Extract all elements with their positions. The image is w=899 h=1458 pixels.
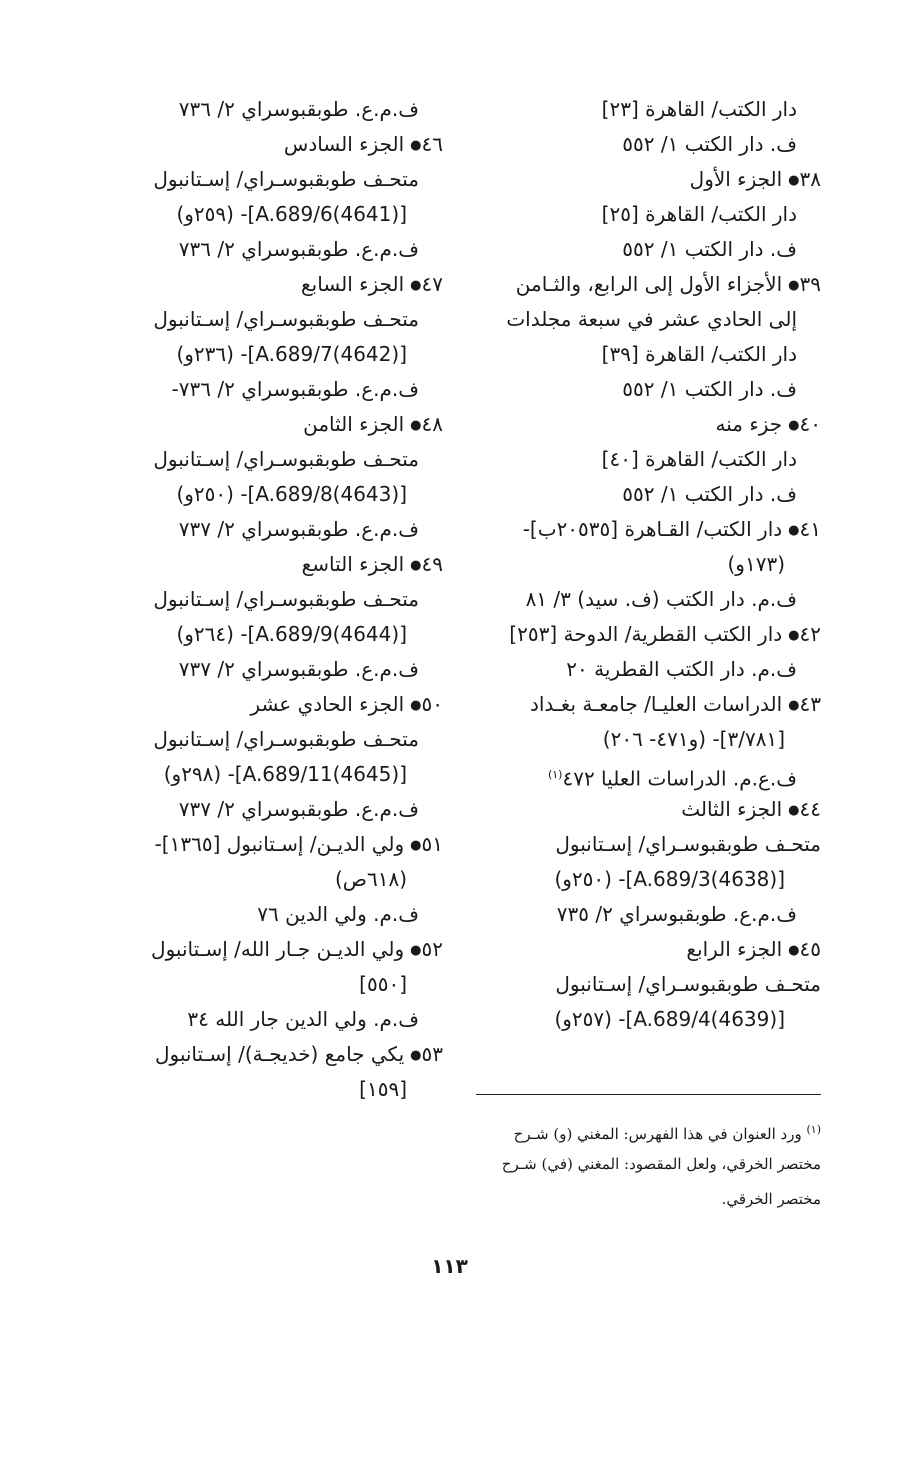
entry-text: الجزء الأول — [689, 167, 783, 191]
entry-text: [٣/٧٨١]- (و٤٧١- ٢٠٦) — [602, 727, 785, 751]
entry-number: ٤٤ — [799, 797, 821, 821]
entry-text: الجزء الثالث — [681, 797, 783, 821]
entry-text: ف. دار الكتب ١/ ٥٥٢ — [622, 132, 797, 156]
footnote-marker: (١) — [806, 1123, 821, 1136]
bullet-icon: ● — [410, 418, 422, 433]
entry-line — [95, 372, 443, 407]
entry-text: متحـف طوبقبوسـراي/ إسـتانبول — [555, 832, 821, 856]
entry-text: الجزء الحادي عشر — [250, 692, 405, 716]
entry-text: الأجزاء الأول إلى الرابع، والثـامن — [515, 272, 783, 296]
entry-text: ف.م. دار الكتب القطرية ٢٠ — [566, 657, 797, 681]
entry-line — [95, 442, 443, 477]
entry-text: [(4643)A.689/8]- (٢٥٠و) — [176, 482, 407, 506]
entry-text: [(4642)A.689/7]- (٢٣٦و) — [176, 342, 407, 366]
entry-heading — [486, 617, 821, 652]
entry-number: ٤٣ — [799, 692, 821, 716]
entry-text: ف.م. ولي الدين ٧٦ — [257, 902, 419, 926]
entry-text: ف.ع.م. الدراسات العليا ٤٧٢ — [562, 766, 797, 791]
entry-text: متحـف طوبقبوسـراي/ إسـتانبول — [153, 307, 419, 331]
entry-number: ٤٢ — [799, 622, 821, 646]
bullet-icon: ● — [788, 803, 800, 818]
bullet-icon: ● — [788, 418, 800, 433]
entry-text: ف.م.ع. طوبقبوسراي ٢/ ٧٣٥ — [556, 902, 797, 926]
entry-number: ٤٦ — [421, 132, 443, 156]
entry-line — [95, 92, 443, 127]
entry-line — [486, 127, 821, 162]
entry-text: ف.م.ع. طوبقبوسراي ٢/ ٧٣٦ — [178, 97, 419, 121]
entry-line — [486, 547, 821, 582]
entry-line — [486, 92, 821, 127]
entry-text: ف. دار الكتب ١/ ٥٥٢ — [622, 237, 797, 261]
entry-text: جزء منه — [715, 412, 783, 436]
entry-text: [٥٥٠] — [359, 972, 407, 996]
bullet-icon: ● — [410, 698, 422, 713]
entry-text: ف.م.ع. طوبقبوسراي ٢/ ٧٣٧ — [178, 797, 419, 821]
entry-line — [486, 302, 821, 337]
entry-number: ٥٢ — [421, 937, 443, 961]
bullet-icon: ● — [410, 1048, 422, 1063]
entry-line — [95, 652, 443, 687]
footnote-line: $^{(١)}$ ورد العنوان في هذا الفهرس: المغني (و) شـرح — [513, 1123, 821, 1143]
footnote-reference: (١) — [547, 768, 563, 781]
entry-line — [95, 582, 443, 617]
entry-line — [95, 337, 443, 372]
footnote-separator — [476, 1094, 821, 1095]
entry-number: ٥٠ — [421, 692, 443, 716]
bullet-icon: ● — [788, 278, 800, 293]
bullet-icon: ● — [788, 173, 800, 188]
entry-line — [95, 232, 443, 267]
entry-text: الجزء الثامن — [303, 412, 405, 436]
page-number: ١١٣ — [431, 1254, 468, 1278]
entry-text: [(4639)A.689/4]- (٢٥٧و) — [554, 1007, 785, 1031]
bullet-icon: ● — [788, 628, 800, 643]
entry-heading — [486, 162, 821, 197]
entry-text: [(4645)A.689/11]- (٢٩٨و) — [163, 762, 407, 786]
entry-text: [١٥٩] — [359, 1077, 407, 1101]
bullet-icon: ● — [410, 278, 422, 293]
entry-text: ولي الديـن جـار الله/ إسـتانبول — [151, 937, 405, 961]
entry-line — [486, 897, 821, 932]
entry-heading — [95, 932, 443, 967]
entry-line — [95, 617, 443, 652]
entry-line — [486, 442, 821, 477]
entry-line — [486, 232, 821, 267]
entry-heading — [95, 127, 443, 162]
entry-line — [486, 1002, 821, 1037]
entry-line — [486, 197, 821, 232]
entry-text: متحـف طوبقبوسـراي/ إسـتانبول — [153, 167, 419, 191]
entry-text: ف.م.ع. طوبقبوسراي ٢/ ٧٣٦- — [171, 377, 419, 401]
entry-line — [95, 862, 443, 897]
entry-text: دار الكتب/ القاهرة [٢٥] — [601, 202, 797, 226]
entry-line — [486, 967, 821, 1002]
entry-number: ٤٧ — [421, 272, 443, 296]
bullet-icon: ● — [788, 698, 800, 713]
entry-heading — [95, 1037, 443, 1072]
bullet-icon: ● — [410, 138, 422, 153]
entry-line — [95, 757, 443, 792]
entry-line — [95, 1002, 443, 1037]
entry-heading — [486, 407, 821, 442]
entry-line — [95, 302, 443, 337]
entry-text: دار الكتب القطرية/ الدوحة [٢٥٣] — [509, 622, 783, 646]
entry-line — [95, 967, 443, 1002]
entry-number: ٤١ — [799, 517, 821, 541]
entry-line — [95, 722, 443, 757]
entry-text: [(4638)A.689/3]- (٢٥٠و) — [554, 867, 785, 891]
entry-text: يكي جامع (خديجـة)/ إسـتانبول — [154, 1042, 405, 1066]
entry-text: الجزء السابع — [301, 272, 405, 296]
entry-text: [(4644)A.689/9]- (٢٦٤و) — [176, 622, 407, 646]
entry-heading — [95, 267, 443, 302]
bullet-icon: ● — [788, 523, 800, 538]
footnotes — [486, 1112, 821, 1217]
entry-text: [(4641)A.689/6]- (٢٥٩و) — [176, 202, 407, 226]
bullet-icon: ● — [410, 943, 422, 958]
entry-heading — [95, 407, 443, 442]
bullet-icon: ● — [410, 838, 422, 853]
entry-heading — [486, 267, 821, 302]
entry-line — [486, 582, 821, 617]
right-column — [486, 92, 821, 1037]
entry-heading — [95, 827, 443, 862]
entry-line — [486, 652, 821, 687]
entry-line — [486, 827, 821, 862]
entry-heading — [486, 512, 821, 547]
entry-text: الجزء السادس — [283, 132, 405, 156]
entry-heading — [95, 547, 443, 582]
entry-line — [486, 722, 821, 757]
entry-heading — [95, 687, 443, 722]
entry-number: ٥١ — [421, 832, 443, 856]
left-column — [95, 92, 443, 1107]
entry-text: دار الكتب/ القاهرة [٢٣] — [601, 97, 797, 121]
entry-text: دار الكتب/ القاهرة [٣٩] — [601, 342, 797, 366]
entry-text: الجزء الرابع — [686, 937, 783, 961]
entry-line — [95, 162, 443, 197]
entry-line — [486, 337, 821, 372]
entry-text: إلى الحادي عشر في سبعة مجلدات — [506, 307, 797, 331]
entry-number: ٣٩ — [799, 272, 821, 296]
entry-heading — [486, 687, 821, 722]
bullet-icon: ● — [788, 943, 800, 958]
entry-number: ٤٨ — [421, 412, 443, 436]
entry-line — [95, 897, 443, 932]
entry-text: ف. دار الكتب ١/ ٥٥٢ — [622, 482, 797, 506]
entry-line — [95, 197, 443, 232]
entry-line — [95, 477, 443, 512]
footnote-line: مختصر الخرقي. — [721, 1190, 821, 1208]
entry-text: الدراسات العليـا/ جامعـة بغـداد — [529, 692, 783, 716]
entry-heading — [486, 932, 821, 967]
entry-heading — [486, 792, 821, 827]
entry-line — [95, 512, 443, 547]
entry-line — [95, 1072, 443, 1107]
entry-number: ٣٨ — [799, 167, 821, 191]
entry-text: متحـف طوبقبوسـراي/ إسـتانبول — [153, 587, 419, 611]
entry-line — [486, 862, 821, 897]
entry-text: ف. دار الكتب ١/ ٥٥٢ — [622, 377, 797, 401]
entry-line — [486, 757, 821, 792]
entry-line — [95, 792, 443, 827]
entry-number: ٥٣ — [421, 1042, 443, 1066]
entry-line — [486, 477, 821, 512]
entry-text: متحـف طوبقبوسـراي/ إسـتانبول — [153, 727, 419, 751]
entry-number: ٤٩ — [421, 552, 443, 576]
entry-number: ٤٥ — [799, 937, 821, 961]
entry-text: ف.م.ع. طوبقبوسراي ٢/ ٧٣٧ — [178, 517, 419, 541]
entry-text: (١٧٣و) — [727, 552, 785, 576]
entry-text: متحـف طوبقبوسـراي/ إسـتانبول — [555, 972, 821, 996]
entry-number: ٤٠ — [799, 412, 821, 436]
entry-text: دار الكتب/ القاهرة [٤٠] — [601, 447, 797, 471]
entry-text: متحـف طوبقبوسـراي/ إسـتانبول — [153, 447, 419, 471]
entry-line — [486, 372, 821, 407]
entry-text: الجزء التاسع — [301, 552, 405, 576]
entry-text: ف.م.ع. طوبقبوسراي ٢/ ٧٣٦ — [178, 237, 419, 261]
entry-text: دار الكتب/ القـاهرة [٢٠٥٣٥ب]- — [522, 517, 783, 541]
entry-text: ف.م.ع. طوبقبوسراي ٢/ ٧٣٧ — [178, 657, 419, 681]
footnote-line: مختصر الخرقي، ولعل المقصود: المغني (في) شـرح — [501, 1155, 821, 1173]
entry-text: ولي الديـن/ إسـتانبول [١٣٦٥]- — [154, 832, 405, 856]
bullet-icon: ● — [410, 558, 422, 573]
entry-text: ف.م. ولي الدين جار الله ٣٤ — [187, 1007, 419, 1031]
entry-text: (٦١٨ص) — [334, 867, 407, 891]
entry-text: ف.م. دار الكتب (ف. سيد) ٣/ ٨١ — [525, 587, 797, 611]
